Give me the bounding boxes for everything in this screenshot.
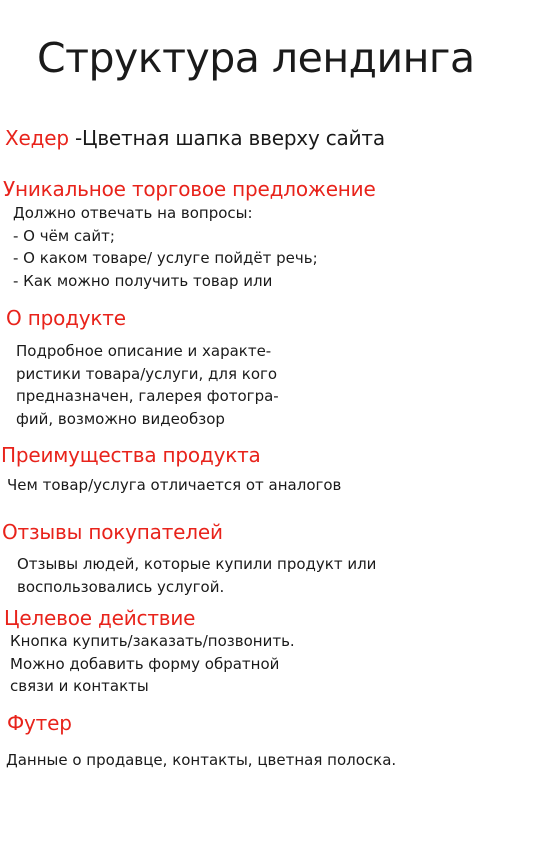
section-inline-text: -Цветная шапка вверху сайта <box>68 126 385 150</box>
text-line: Должно отвечать на вопросы: <box>13 204 253 222</box>
text-line: Отзывы людей, которые купили продукт или <box>17 555 377 573</box>
section-body <box>6 749 396 772</box>
section-heading: Отзывы покупателей <box>2 520 223 544</box>
text-line: воспользовались услугой. <box>17 577 225 596</box>
text-line: - Как можно получить товар или <box>13 271 273 290</box>
section-heading: Футер <box>7 711 72 735</box>
section-header <box>5 125 385 151</box>
page-title: Структура лендинга <box>37 34 475 82</box>
text-line: связи и контакты <box>10 677 149 695</box>
text-line: Чем товар/услуга отличается от аналогов <box>7 476 342 494</box>
section-heading: Уникальное торговое предложение <box>3 177 376 201</box>
text-line: - О каком товаре/ услуге пойдёт речь; <box>13 249 318 267</box>
text-line: - О чём сайт; <box>13 226 115 245</box>
text-line: ристики товара/услуги, для кого <box>16 364 278 383</box>
section-heading: О продукте <box>6 306 126 330</box>
text-line: фий, возможно видеобзор <box>16 409 225 428</box>
section-heading: Целевое действие <box>4 606 196 630</box>
section-heading: Хедер <box>5 126 69 150</box>
text-line: предназначен, галерея фотогра- <box>16 387 279 405</box>
text-line: Кнопка купить/заказать/позвонить. <box>10 632 295 650</box>
text-line: Подробное описание и характе- <box>16 342 272 360</box>
text-line: Можно добавить форму обратной <box>10 654 280 673</box>
section-heading: Преимущества продукта <box>1 443 261 467</box>
section-body <box>7 474 341 497</box>
section-body <box>10 630 295 698</box>
section-body <box>17 553 376 598</box>
section-body <box>13 202 318 292</box>
text-line: Данные о продавце, контакты, цветная полоска. <box>6 751 397 769</box>
section-body <box>16 340 279 430</box>
